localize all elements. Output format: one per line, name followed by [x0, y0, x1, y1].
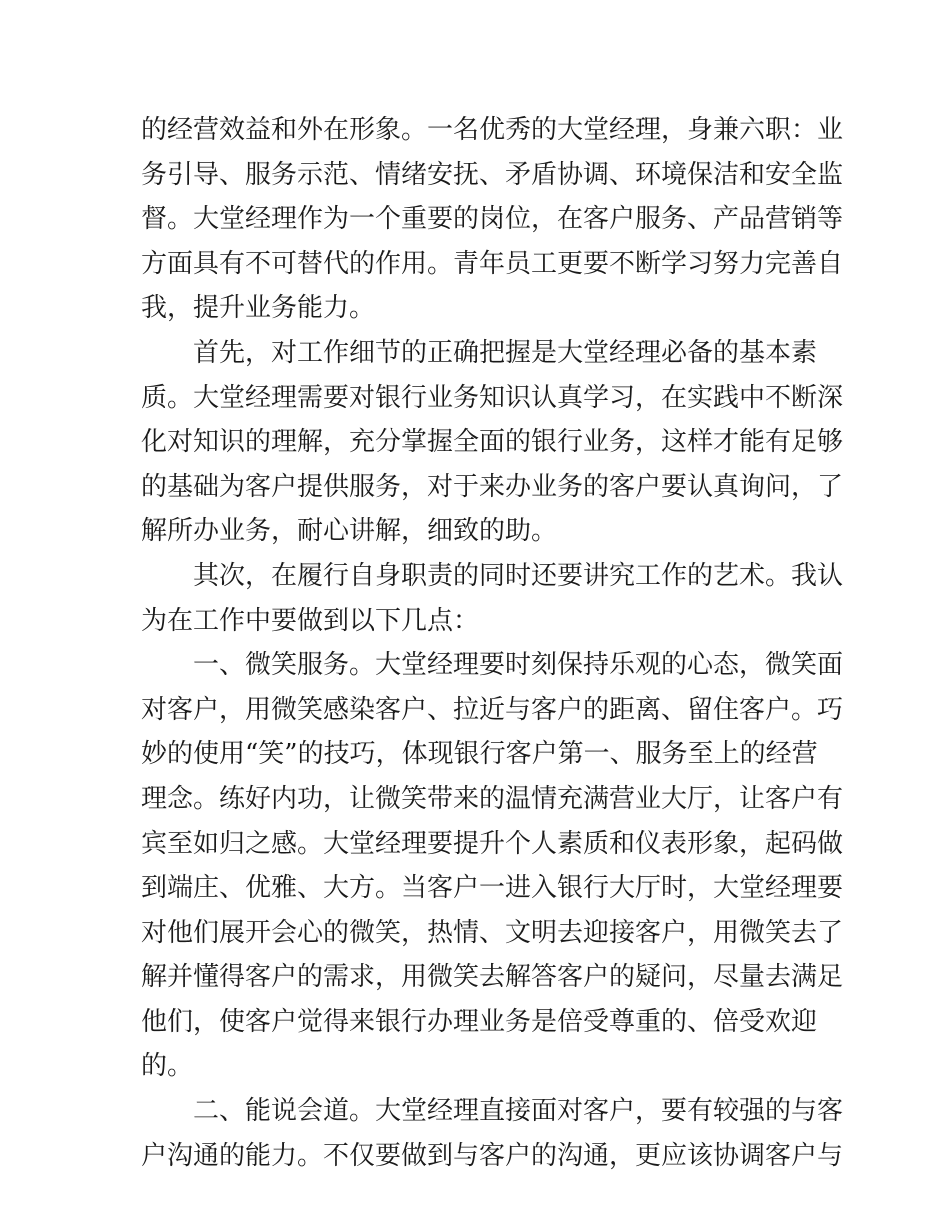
text-line: 为在工作中要做到以下几点：	[141, 605, 480, 636]
text-line: 的。	[141, 1051, 194, 1082]
text-line: 户沟通的能力。不仅要做到与客户的沟通，更应该协调客户与	[141, 1140, 844, 1171]
text-line: 宾至如归之感。大堂经理要提升个人素质和仪表形象，起码做	[141, 828, 844, 859]
text-line: 质。大堂经理需要对银行业务知识认真学习，在实践中不断深	[141, 382, 844, 413]
text-line: 我，提升业务能力。	[141, 293, 376, 324]
body-text	[141, 108, 844, 1178]
text-line: 对他们展开会心的微笑，热情、文明去迎接客户，用微笑去了	[141, 917, 844, 948]
text-line: 督。大堂经理作为一个重要的岗位，在客户服务、产品营销等	[141, 204, 844, 235]
text-line: 化对知识的理解，充分掌握全面的银行业务，这样才能有足够	[141, 427, 844, 458]
text-line: 务引导、服务示范、情绪安抚、矛盾协调、环境保洁和安全监	[141, 159, 844, 190]
text-line: 到端庄、优雅、大方。当客户一进入银行大厅时，大堂经理要	[141, 873, 844, 904]
text-line: 解并懂得客户的需求，用微笑去解答客户的疑问，尽量去满足	[141, 962, 844, 993]
text-line: 方面具有不可替代的作用。青年员工更要不断学习努力完善自	[141, 248, 844, 279]
text-line: 解所办业务，耐心讲解，细致的助。	[141, 516, 558, 547]
text-line: 的基础为客户提供服务，对于来办业务的客户要认真询问，了	[141, 471, 844, 502]
text-line: 理念。练好内功，让微笑带来的温情充满营业大厅，让客户有	[141, 783, 844, 814]
text-line: 妙的使用“笑”的技巧，体现银行客户第一、服务至上的经营	[141, 739, 818, 770]
text-line: 他们，使客户觉得来银行办理业务是倍受尊重的、倍受欢迎	[141, 1006, 818, 1037]
text-line: 二、能说会道。大堂经理直接面对客户，要有较强的与客	[193, 1096, 844, 1127]
text-line: 的经营效益和外在形象。一名优秀的大堂经理，身兼六职：业	[141, 115, 844, 145]
text-line: 一、微笑服务。大堂经理要时刻保持乐观的心态，微笑面	[193, 650, 844, 681]
text-line: 首先，对工作细节的正确把握是大堂经理必备的基本素	[193, 337, 818, 368]
text-line: 对客户，用微笑感染客户、拉近与客户的距离、留住客户。巧	[141, 694, 844, 725]
text-line: 其次，在履行自身职责的同时还要讲究工作的艺术。我认	[193, 560, 844, 591]
